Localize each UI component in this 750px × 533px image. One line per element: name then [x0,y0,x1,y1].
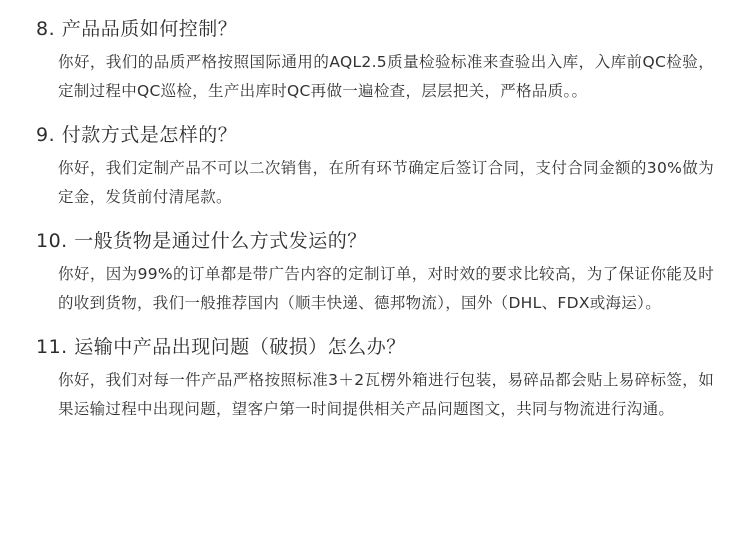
faq-question [36,226,714,256]
faq-answer: 你好，我们的品质严格按照国际通用的AQL2.5质量检验标准来查验出入库，入库前QC检验，定制过程中QC巡检，生产出库时QC再做一遍检查，层层把关，严格品质。。 [58,53,714,100]
faq-question-text: 产品品质如何控制？ [61,18,238,40]
faq-item [36,226,714,318]
faq-question-text: 付款方式是怎样的？ [61,124,238,146]
faq-answer: 你好，我们对每一件产品严格按照标准3＋2瓦楞外箱进行包装，易碎品都会贴上易碎标签，如果运输过程中出现问题，望客户第一时间提供相关产品问题图文，共同与物流进行沟通。 [58,371,714,418]
faq-item [36,14,714,106]
faq-answer: 你好，我们定制产品不可以二次销售，在所有环节确定后签订合同，支付合同金额的30%做为定金，发货前付清尾款。 [58,159,714,206]
faq-number: 10. [36,230,68,252]
faq-item [36,120,714,212]
faq-question [36,120,714,150]
faq-number: 11. [36,336,68,358]
faq-question [36,332,714,362]
faq-answer: 你好，因为99%的订单都是带广告内容的定制订单，对时效的要求比较高，为了保证你能及时的收到货物，我们一般推荐国内（顺丰快递、德邦物流），国外（DHL、FDX或海运）。 [58,265,714,312]
faq-number: 9. [36,124,56,146]
faq-question-text: 运输中产品出现问题（破损）怎么办？ [74,336,406,358]
faq-item [36,332,714,424]
faq-question [36,14,714,44]
faq-number: 8. [36,18,56,40]
faq-question-text: 一般货物是通过什么方式发运的？ [74,230,367,252]
